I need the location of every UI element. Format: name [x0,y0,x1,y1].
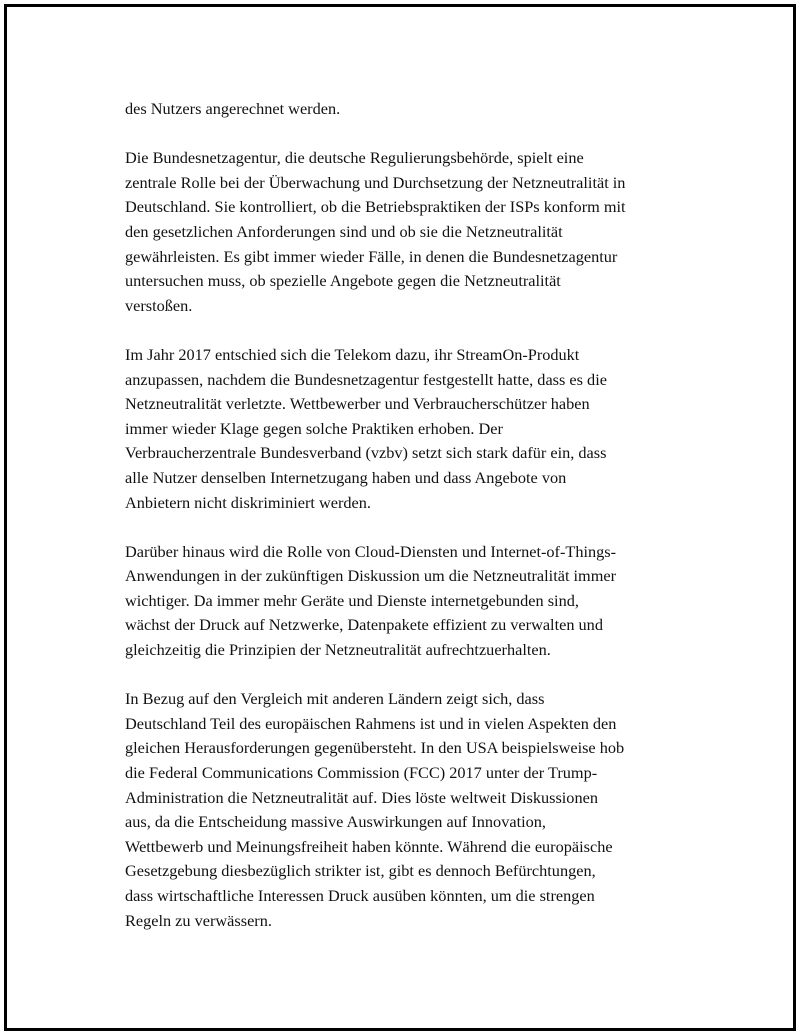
text-line: Administration die Netzneutralität auf. Dies löste weltweit Diskussionen [125,787,598,807]
text-line: gewährleisten. Es gibt immer wieder Fälle, in denen die Bundesnetzagentur [125,246,618,266]
text-line: Deutschland Teil des europäischen Rahmens ist und in vielen Aspekten den [125,713,617,733]
text-line: Darüber hinaus wird die Rolle von Cloud-Diensten und Internet-of-Things- [125,541,617,561]
text-line: alle Nutzer denselben Internetzugang haben und dass Angebote von [125,467,567,487]
page-frame [4,4,796,1031]
text-line: wichtiger. Da immer mehr Geräte und Dienste internetgebunden sind, [125,590,579,610]
text-line: den gesetzlichen Anforderungen sind und ob sie die Netzneutralität [125,221,563,241]
paragraph [125,146,695,318]
text-line: die Federal Communications Commission (FCC) 2017 unter der Trump- [125,763,598,783]
text-line: Im Jahr 2017 entschied sich die Telekom dazu, ihr StreamOn-Produkt [125,344,580,364]
text-line: verstoßen. [125,295,193,315]
text-line: aus, da die Entscheidung massive Auswirkungen auf Innovation, [125,812,546,832]
text-line: wächst der Druck auf Netzwerke, Datenpakete effizient zu verwalten und [125,615,603,635]
text-line: Anbietern nicht diskriminiert werden. [125,492,371,512]
text-line: immer wieder Klage gegen solche Praktiken erhoben. Der [125,418,503,438]
text-line: In Bezug auf den Vergleich mit anderen Ländern zeigt sich, dass [125,689,545,709]
document-body [125,97,695,958]
paragraph [125,540,695,663]
text-line: des Nutzers angerechnet werden. [125,99,341,118]
text-line: Wettbewerb und Meinungsfreiheit haben könnte. Während die europäische [125,836,613,856]
text-line: Regeln zu verwässern. [125,910,272,930]
text-line: untersuchen muss, ob spezielle Angebote gegen die Netzneutralität [125,271,561,291]
text-line: dass wirtschaftliche Interessen Druck ausüben könnten, um die strengen [125,886,595,905]
text-line: anzupassen, nachdem die Bundesnetzagentur festgestellt hatte, dass es die [125,369,607,389]
text-line: gleichen Herausforderungen gegenübersteht. In den USA beispielsweise hob [125,738,625,758]
paragraph [125,687,695,933]
paragraph [125,97,695,122]
text-line: Gesetzgebung diesbezüglich strikter ist, gibt es dennoch Befürchtungen, [125,861,596,881]
text-line: gleichzeitig die Prinzipien der Netzneutralität aufrechtzuerhalten. [125,640,551,660]
text-line: Deutschland. Sie kontrolliert, ob die Betriebspraktiken der ISPs konform mit [125,197,626,217]
text-line: Verbraucherzentrale Bundesverband (vzbv) setzt sich stark dafür ein, dass [125,443,607,463]
text-line: Die Bundesnetzagentur, die deutsche Regulierungsbehörde, spielt eine [125,148,584,168]
text-line: Anwendungen in der zukünftigen Diskussion um die Netzneutralität immer [125,566,617,586]
text-line: Netzneutralität verletzte. Wettbewerber und Verbraucherschützer haben [125,394,590,414]
text-line: zentrale Rolle bei der Überwachung und Durchsetzung der Netzneutralität in [125,172,626,192]
paragraph [125,343,695,515]
